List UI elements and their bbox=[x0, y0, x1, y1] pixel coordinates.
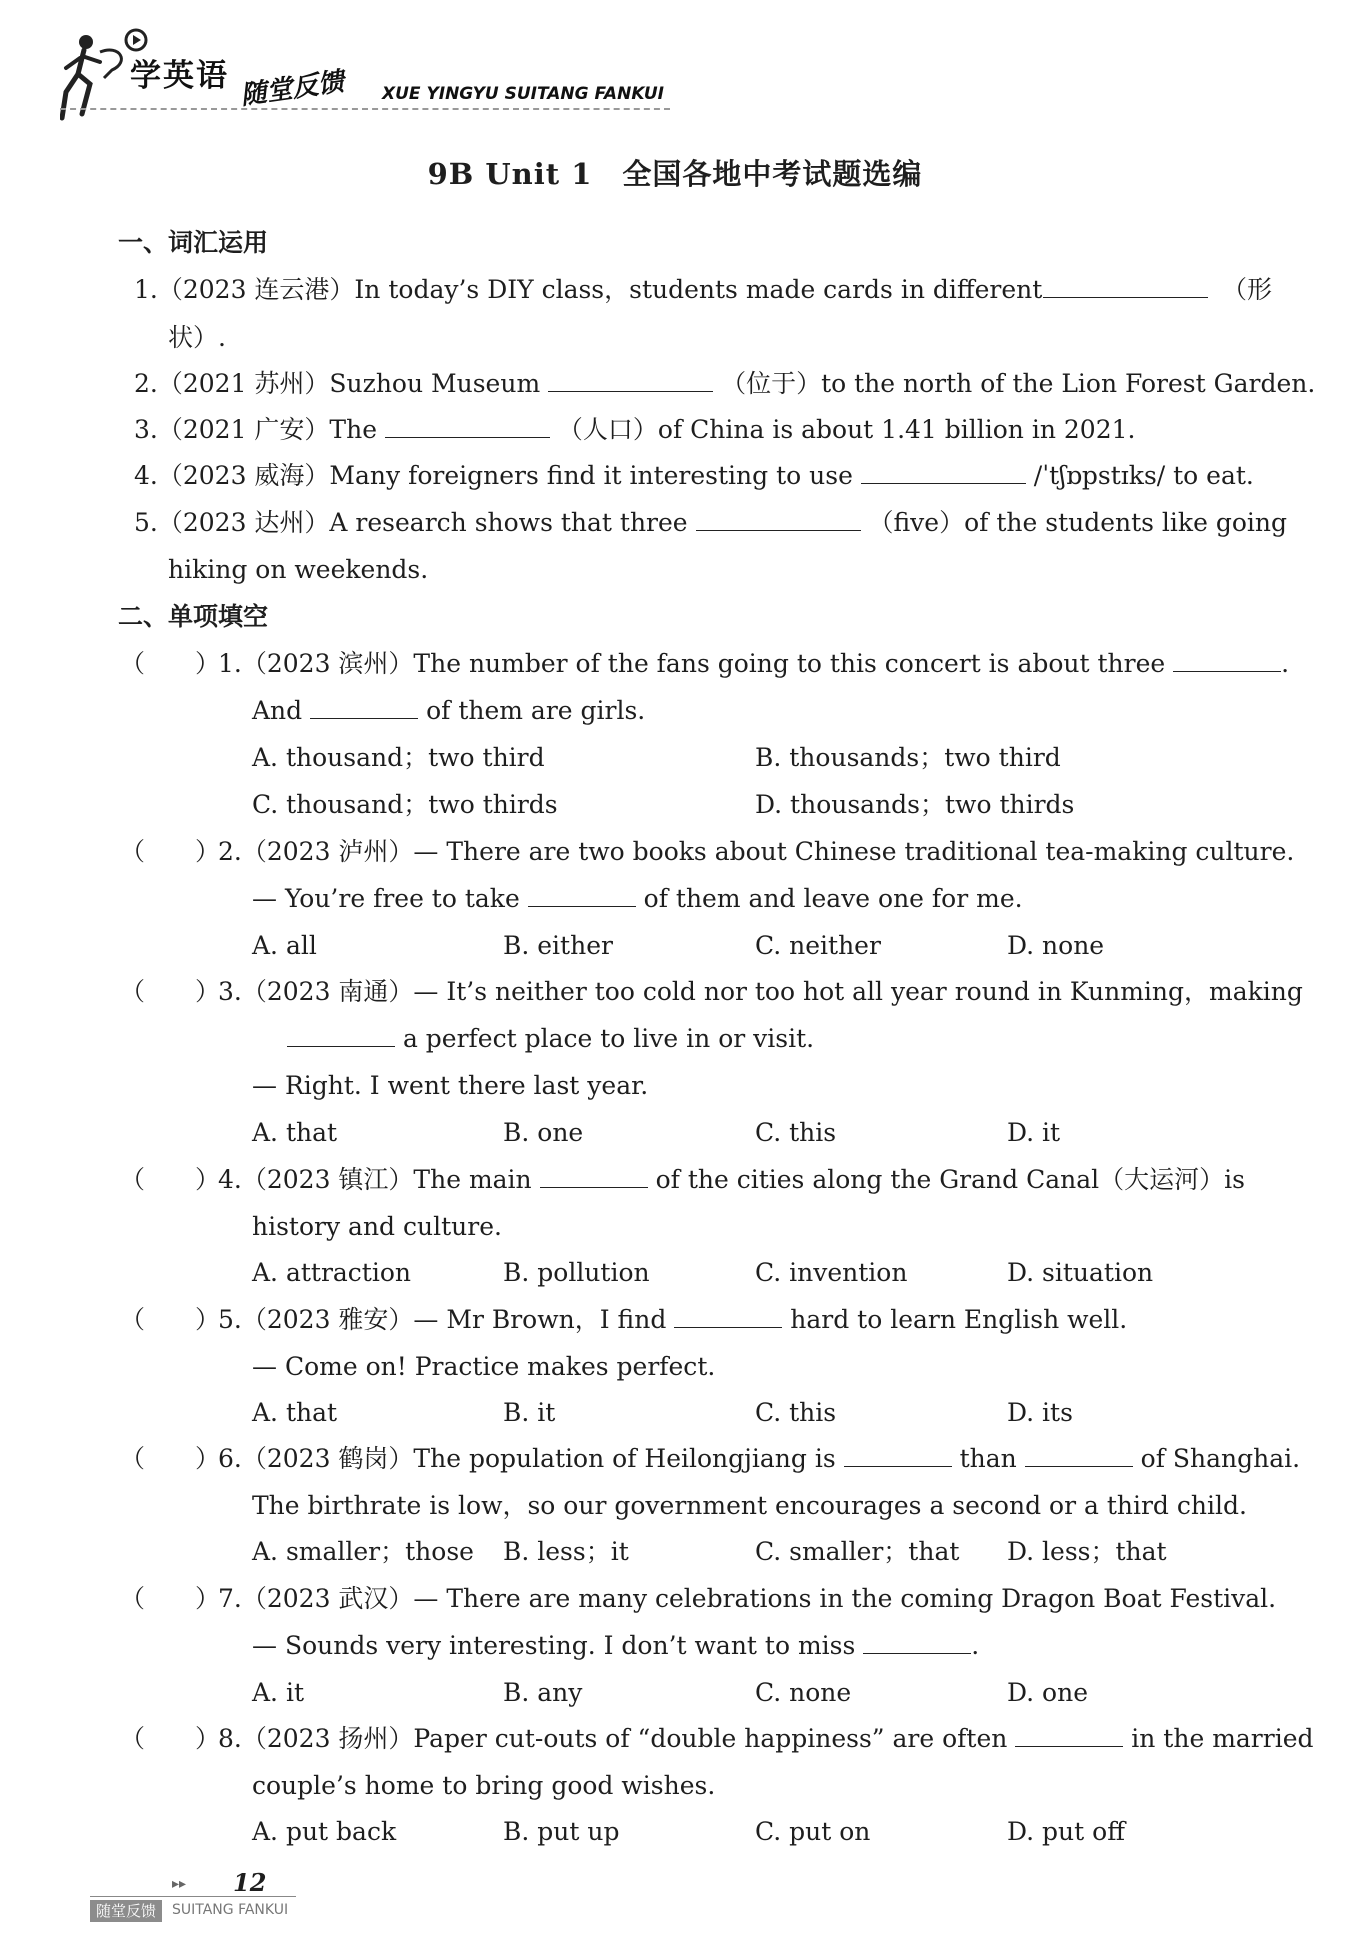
question-text: in the married bbox=[1131, 1724, 1314, 1753]
option[interactable]: C. thousand；two thirds bbox=[252, 790, 558, 819]
question-text: — Come on! Practice makes perfect. bbox=[252, 1352, 716, 1381]
question-text: The birthrate is low，so our government encourages a second or a third child. bbox=[252, 1491, 1247, 1520]
option[interactable]: A. that bbox=[252, 1118, 338, 1147]
item-text: （形 bbox=[1222, 275, 1273, 304]
question-text: 5.（2023 雅安）— Mr Brown，I find bbox=[218, 1305, 667, 1334]
option[interactable]: C. put on bbox=[755, 1817, 871, 1846]
question-6 bbox=[218, 1443, 1300, 1475]
question-7: 7.（2023 武汉）— There are many celebrations in the coming Dragon Boat Festival. bbox=[218, 1584, 1277, 1613]
question-line bbox=[252, 1630, 979, 1662]
item-text: 状）. bbox=[168, 323, 226, 352]
section-heading: 一、词汇运用 bbox=[118, 228, 269, 257]
option[interactable]: B. one bbox=[503, 1118, 584, 1147]
page-number: 12 bbox=[233, 1868, 267, 1897]
item-text: （人口）of China is about 1.41 billion in 2021. bbox=[557, 415, 1136, 444]
question-3: 3.（2023 南通）— It’s neither too cold nor too hot all year round in Kunming，making bbox=[218, 977, 1303, 1006]
footer-divider bbox=[90, 1896, 296, 1897]
footer-tag: 随堂反馈 bbox=[90, 1900, 162, 1922]
question-text: than bbox=[959, 1444, 1017, 1473]
option[interactable]: D. thousands；two thirds bbox=[755, 790, 1075, 819]
question-line bbox=[287, 1023, 814, 1055]
option[interactable]: D. put off bbox=[1007, 1817, 1125, 1846]
double-arrow-icon: ▸▸ bbox=[172, 1876, 187, 1892]
question-text: . bbox=[1281, 649, 1290, 678]
option[interactable]: D. one bbox=[1007, 1678, 1088, 1707]
option[interactable]: A. smaller；those bbox=[252, 1537, 474, 1566]
answer-blank[interactable] bbox=[861, 461, 1026, 484]
question-text: 1.（2023 滨州）The number of the fans going to this concert is about three bbox=[218, 649, 1166, 678]
answer-blank[interactable] bbox=[310, 696, 418, 719]
option[interactable]: D. none bbox=[1007, 931, 1105, 960]
item-text: 4.（2023 威海）Many foreigners find it interesting to use bbox=[134, 461, 853, 490]
question-text: — Right. I went there last year. bbox=[252, 1071, 649, 1100]
question-text: 4.（2023 镇江）The main bbox=[218, 1165, 532, 1194]
answer-paren[interactable]: （ ） bbox=[120, 1584, 221, 1613]
question-2: 2.（2023 泸州）— There are two books about Chinese traditional tea-making culture. bbox=[218, 837, 1295, 866]
option[interactable]: D. less；that bbox=[1007, 1537, 1167, 1566]
answer-paren[interactable]: （ ） bbox=[120, 1444, 221, 1473]
header-banner bbox=[60, 22, 700, 130]
answer-blank[interactable] bbox=[1173, 649, 1281, 672]
question-text: history and culture. bbox=[252, 1212, 502, 1241]
question-text: 8.（2023 扬州）Paper cut-outs of “double happiness” are often bbox=[218, 1724, 1008, 1753]
option[interactable]: C. invention bbox=[755, 1258, 908, 1287]
answer-blank[interactable] bbox=[548, 369, 713, 392]
option[interactable]: A. thousand；two third bbox=[252, 743, 545, 772]
question-text: of Shanghai. bbox=[1140, 1444, 1301, 1473]
answer-paren[interactable]: （ ） bbox=[120, 1165, 221, 1194]
option[interactable]: B. less；it bbox=[503, 1537, 629, 1566]
answer-paren[interactable]: （ ） bbox=[120, 1724, 221, 1753]
question-text: of them and leave one for me. bbox=[643, 884, 1023, 913]
question-line bbox=[252, 695, 645, 727]
question-text: — You’re free to take bbox=[252, 884, 520, 913]
option[interactable]: B. any bbox=[503, 1678, 583, 1707]
question-text: hard to learn English well. bbox=[790, 1305, 1128, 1334]
option[interactable]: D. it bbox=[1007, 1118, 1061, 1147]
option[interactable]: A. it bbox=[252, 1678, 304, 1707]
option[interactable]: C. neither bbox=[755, 931, 881, 960]
question-text: — Sounds very interesting. I don’t want to miss bbox=[252, 1631, 856, 1660]
option[interactable]: C. this bbox=[755, 1118, 837, 1147]
answer-paren[interactable]: （ ） bbox=[120, 649, 221, 678]
header-divider bbox=[60, 108, 670, 110]
question-4 bbox=[218, 1164, 1245, 1196]
option[interactable]: B. put up bbox=[503, 1817, 620, 1846]
question-text: . bbox=[971, 1631, 980, 1660]
answer-blank[interactable] bbox=[674, 1305, 782, 1328]
option[interactable]: A. that bbox=[252, 1398, 338, 1427]
question-8 bbox=[218, 1723, 1314, 1755]
option[interactable]: A. all bbox=[252, 931, 317, 960]
question-text: 6.（2023 鹤岗）The population of Heilongjiang is bbox=[218, 1444, 836, 1473]
option[interactable]: B. pollution bbox=[503, 1258, 650, 1287]
option[interactable]: B. either bbox=[503, 931, 613, 960]
question-text: of them are girls. bbox=[426, 696, 646, 725]
option[interactable]: C. smaller；that bbox=[755, 1537, 960, 1566]
brand-chinese-sub: 随堂反馈 bbox=[238, 66, 346, 112]
answer-blank[interactable] bbox=[1025, 1444, 1133, 1467]
vocab-item-2 bbox=[134, 368, 1315, 400]
option[interactable]: A. put back bbox=[252, 1817, 397, 1846]
vocab-item-4 bbox=[134, 460, 1254, 492]
brand-english: XUE YINGYU SUITANG FANKUI bbox=[382, 84, 665, 104]
option[interactable]: D. its bbox=[1007, 1398, 1073, 1427]
item-text: （位于）to the north of the Lion Forest Garden. bbox=[721, 369, 1316, 398]
footer-english: SUITANG FANKUI bbox=[172, 1902, 289, 1918]
question-text: of the cities along the Grand Canal（大运河）is bbox=[655, 1165, 1245, 1194]
vocab-item-3 bbox=[134, 414, 1135, 446]
answer-blank[interactable] bbox=[1015, 1724, 1123, 1747]
item-text: （five）of the students like going bbox=[868, 508, 1287, 537]
brand-chinese: 学英语 bbox=[130, 58, 229, 94]
answer-blank[interactable] bbox=[863, 1631, 971, 1654]
item-text: 2.（2021 苏州）Suzhou Museum bbox=[134, 369, 541, 398]
answer-paren[interactable]: （ ） bbox=[120, 1305, 221, 1334]
item-text: 5.（2023 达州）A research shows that three bbox=[134, 508, 688, 537]
question-text: And bbox=[252, 696, 303, 725]
answer-blank[interactable] bbox=[1043, 274, 1208, 306]
item-text: 1.（2023 连云港）In today’s DIY class，students made cards in different bbox=[134, 275, 1043, 304]
option[interactable]: B. thousands；two third bbox=[755, 743, 1061, 772]
answer-blank[interactable] bbox=[528, 884, 636, 907]
question-1 bbox=[218, 648, 1289, 680]
question-text: couple’s home to bring good wishes. bbox=[252, 1771, 716, 1800]
item-text: /ˈtʃɒpstɪks/ to eat. bbox=[1033, 461, 1254, 490]
answer-blank[interactable] bbox=[696, 508, 861, 531]
answer-blank[interactable] bbox=[287, 1024, 395, 1047]
option[interactable]: A. attraction bbox=[252, 1258, 411, 1287]
option[interactable]: B. it bbox=[503, 1398, 556, 1427]
answer-paren[interactable]: （ ） bbox=[120, 837, 221, 866]
answer-blank[interactable] bbox=[844, 1444, 952, 1467]
answer-blank[interactable] bbox=[540, 1165, 648, 1188]
option[interactable]: C. this bbox=[755, 1398, 837, 1427]
item-text: hiking on weekends. bbox=[168, 555, 429, 584]
item-text: 3.（2021 广安）The bbox=[134, 415, 377, 444]
answer-blank[interactable] bbox=[385, 415, 550, 438]
page-title: 9B Unit 1 全国各地中考试题选编 bbox=[427, 157, 923, 191]
answer-paren[interactable]: （ ） bbox=[120, 977, 221, 1006]
vocab-item-5 bbox=[134, 507, 1287, 539]
section-heading: 二、单项填空 bbox=[118, 602, 269, 631]
vocab-item-1 bbox=[134, 274, 1042, 306]
question-5 bbox=[218, 1304, 1127, 1336]
option[interactable]: D. situation bbox=[1007, 1258, 1154, 1287]
question-text: a perfect place to live in or visit. bbox=[402, 1024, 815, 1053]
option[interactable]: C. none bbox=[755, 1678, 852, 1707]
question-line bbox=[252, 883, 1023, 915]
